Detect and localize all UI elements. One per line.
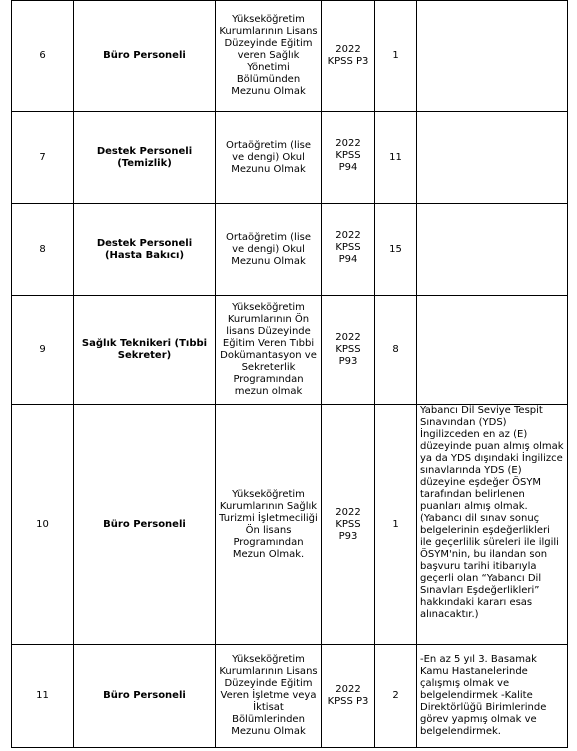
- position-count: 2: [375, 645, 417, 748]
- position-count: 1: [375, 405, 417, 645]
- row-number: 11: [12, 645, 74, 748]
- kpss-score-type: 2022 KPSS P93: [322, 296, 375, 405]
- kpss-score-type-text: 2022 KPSS P94: [335, 229, 361, 265]
- special-conditions: [417, 296, 568, 405]
- position-count: 11: [375, 112, 417, 204]
- table-row: [12, 296, 568, 405]
- education-requirement: Ortaöğretim (lise ve dengi) Okul Mezunu Olmak: [216, 112, 322, 204]
- kpss-score-type: 2022 KPSS P3: [322, 1, 375, 112]
- row-number: 10: [12, 405, 74, 645]
- table-row: [12, 645, 568, 748]
- position-count: 15: [375, 204, 417, 296]
- special-conditions: [417, 204, 568, 296]
- kpss-score-type: 2022 KPSS P3: [322, 645, 375, 748]
- row-number: 6: [12, 1, 74, 112]
- position-title: Büro Personeli: [74, 645, 216, 748]
- education-requirement: Yükseköğretim Kurumlarının Ön lisans Düzeyinde Eğitim Veren Tıbbi Dokümantasyon ve Sekreterlik Programından mezun olmak: [216, 296, 322, 405]
- education-requirement: Yükseköğretim Kurumlarının Lisans Düzeyinde Eğitim Veren İşletme veya İktisat Bölümlerinden Mezunu Olmak: [216, 645, 322, 748]
- position-count: 8: [375, 296, 417, 405]
- special-conditions: [417, 112, 568, 204]
- table-row: [12, 112, 568, 204]
- row-number: 7: [12, 112, 74, 204]
- table-row: [12, 204, 568, 296]
- education-requirement: Yükseköğretim Kurumlarının Lisans Düzeyinde Eğitim veren Sağlık Yönetimi Bölümünden Mezunu Olmak: [216, 1, 322, 112]
- row-number: 9: [12, 296, 74, 405]
- kpss-score-type-text: 2022 KPSS P94: [335, 137, 361, 173]
- special-conditions: Yabancı Dil Seviye Tespit Sınavından (YDS) İngilizceden en az (E) düzeyinde puan almış olmak ya da YDS dışındaki İngilizce sınavlarında YDS (E) düzeyine eşdeğer ÖSYM tarafından belirlenen puanları almış olmak. (Yabancı dil sınav sonuç belgelerinin eşdeğerlikleri ile geçerlilik süreleri ile ilgili ÖSYM'nin, bu ilandan son başvuru tarihi itibarıyla geçerli olan “Yabancı Dil Sınavları Eşdeğerlikleri” hakkındaki kararı esas alınacaktır.): [417, 405, 568, 645]
- special-conditions: [417, 1, 568, 112]
- education-requirement: Ortaöğretim (lise ve dengi) Okul Mezunu Olmak: [216, 204, 322, 296]
- row-number: 8: [12, 204, 74, 296]
- position-count: 1: [375, 1, 417, 112]
- special-conditions: -En az 5 yıl 3. Basamak Kamu Hastanelerinde çalışmış olmak ve belgelendirmek -Kalite Direktörlüğü Birimlerinde görev yapmış olmak ve belgelendirmek.: [417, 645, 568, 748]
- position-title: Büro Personeli: [74, 1, 216, 112]
- education-requirement: Yükseköğretim Kurumlarının Sağlık Turizmi İşletmeciliği Ön lisans Programından Mezun Olmak.: [216, 405, 322, 645]
- kpss-score-type: 2022 KPSS P93: [322, 405, 375, 645]
- table-row: [12, 405, 568, 645]
- position-title: Sağlık Teknikeri (Tıbbi Sekreter): [74, 296, 216, 405]
- positions-table: [11, 0, 568, 748]
- position-title: Büro Personeli: [74, 405, 216, 645]
- table-row: [12, 1, 568, 112]
- kpss-score-type: [322, 112, 375, 204]
- position-title: Destek Personeli (Temizlik): [74, 112, 216, 204]
- kpss-score-type: [322, 204, 375, 296]
- position-title: Destek Personeli (Hasta Bakıcı): [74, 204, 216, 296]
